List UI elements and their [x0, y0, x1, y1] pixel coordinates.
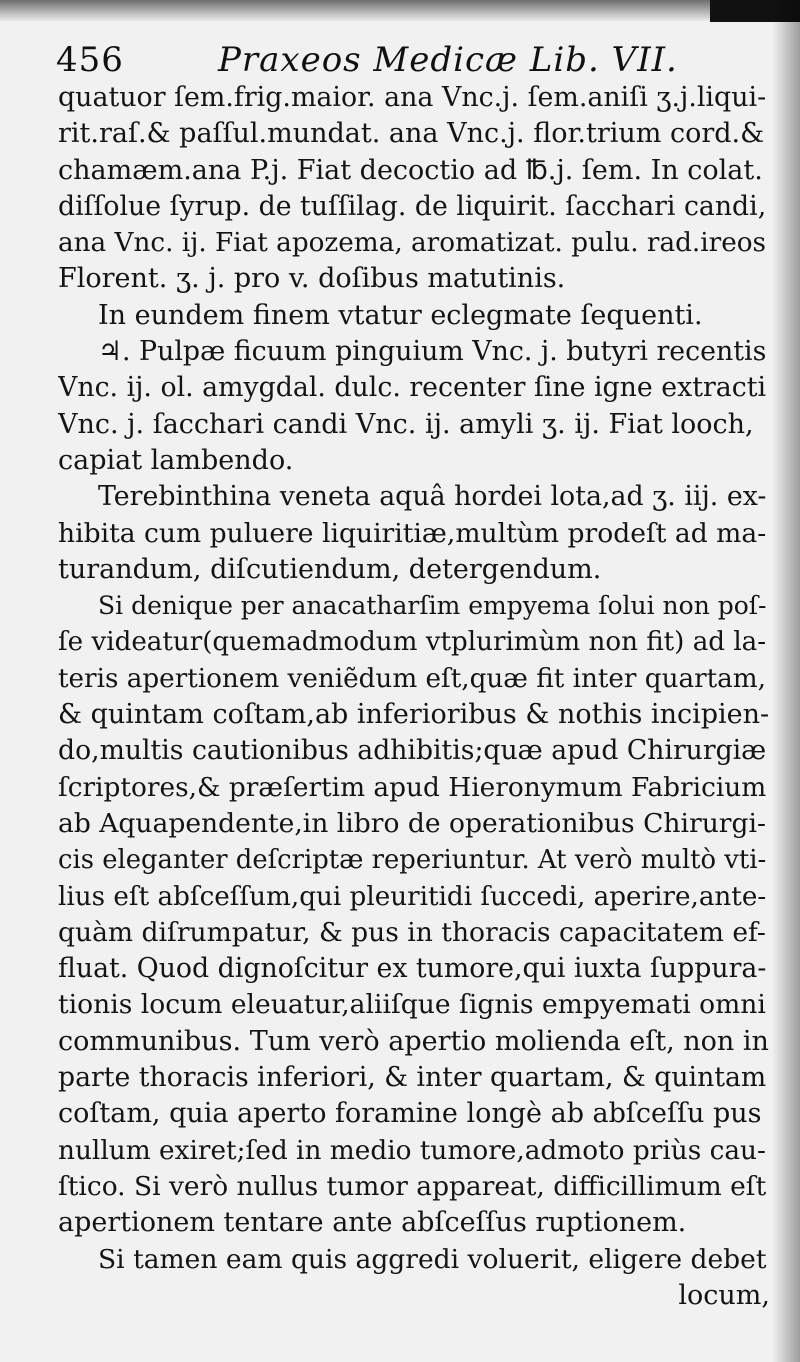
- text-line: Si tamen eam quis aggredi voluerit, eligere debet: [98, 1243, 767, 1275]
- text-line: teris apertionem veniẽdum eſt,quæ fit inter quartam,: [58, 663, 766, 694]
- running-title: Praxeos Medicæ Lib. VII.: [218, 40, 678, 80]
- text-line: ſtico. Si verò nullus tumor appareat, difficillimum eſt: [58, 1170, 767, 1202]
- text-line: ſe videatur(quemadmodum vtplurimùm non fit) ad la-: [58, 627, 767, 658]
- text-line: & quintam coſtam,ab inferioribus & nothis incipien-: [58, 699, 770, 731]
- text-line: parte thoracis inferiori, & inter quartam, & quintam: [58, 1062, 767, 1094]
- text-line: ab Aquapendente,in libro de operationibus Chirurgi-: [58, 807, 766, 839]
- text-line: In eundem finem vtatur eclegmate ſequenti.: [98, 299, 703, 331]
- text-line: hibita cum puluere liquiritiæ,multùm prodeſt ad ma-: [58, 517, 767, 549]
- text-line: apertionem tentare ante abſceſſus ruptionem.: [58, 1207, 687, 1239]
- page-number: 456: [56, 40, 124, 80]
- text-line: locum,: [678, 1279, 770, 1311]
- text-line: tionis locum eleuatur,aliiſque ſignis empyemati omni: [58, 989, 766, 1021]
- text-line: Vnc. ij. ol. amygdal. dulc. recenter ſine igne extracti: [58, 372, 767, 404]
- text-line: Vnc. j. ſacchari candi Vnc. ij. amyli ʒ. ij. Fiat looch,: [58, 408, 754, 440]
- text-line: ſcriptores,& præſertim apud Hieronymum Fabricium: [58, 772, 767, 803]
- page-header: [56, 40, 756, 82]
- text-line: Si denique per anacatharſim empyema ſolui non poſ-: [98, 591, 767, 621]
- body-text: [58, 80, 770, 1314]
- text-line: rit.raſ.& paſſul.mundat. ana Vnc.j. flor.trium cord.&: [58, 118, 765, 150]
- text-line: chamæm.ana P.j. Fiat decoctio ad ℔.j. ſem. In colat.: [58, 154, 763, 186]
- text-line: ana Vnc. ij. Fiat apozema, aromatizat. pulu. rad.ireos: [58, 228, 767, 259]
- text-line: turandum, diſcutiendum, detergendum.: [58, 553, 602, 585]
- text-line: nullum exiret;ſed in medio tumore,admoto priùs cau-: [58, 1135, 766, 1166]
- text-line: quàm diſrumpatur, & pus in thoracis capacitatem ef-: [58, 916, 766, 948]
- gutter-shadow: [772, 0, 800, 1362]
- text-line: communibus. Tum verò apertio molienda eſt, non in: [58, 1025, 769, 1057]
- text-line: fluat. Quod dignoſcitur ex tumore,qui iuxta ſuppura-: [58, 953, 767, 985]
- top-edge-shadow: [0, 0, 800, 22]
- text-line: do,multis cautionibus adhibitis;quæ apud Chirurgiæ: [58, 735, 767, 767]
- text-line: coſtam, quia aperto foramine longè ab abſceſſu pus: [58, 1098, 762, 1130]
- text-line: Florent. ʒ. j. pro v. doſibus matutinis.: [58, 263, 566, 295]
- text-line: cis eleganter deſcriptæ reperiuntur. At verò multò vti-: [58, 845, 767, 876]
- text-line: ♃. Pulpæ ficuum pinguium Vnc. j. butyri recentis: [98, 336, 767, 368]
- text-line: lius eſt abſceſſum,qui pleuritidi ſuccedi, aperire,ante-: [58, 881, 767, 912]
- text-line: diſſolue ſyrup. de tuſſilag. de liquirit. ſacchari candi,: [58, 190, 767, 222]
- text-line: Terebinthina veneta aquâ hordei lota,ad ʒ. iij. ex-: [98, 481, 767, 513]
- text-line: capiat lambendo.: [58, 444, 294, 476]
- text-line: quatuor ſem.frig.maior. ana Vnc.j. ſem.aniſi ʒ.j.liqui-: [58, 82, 767, 113]
